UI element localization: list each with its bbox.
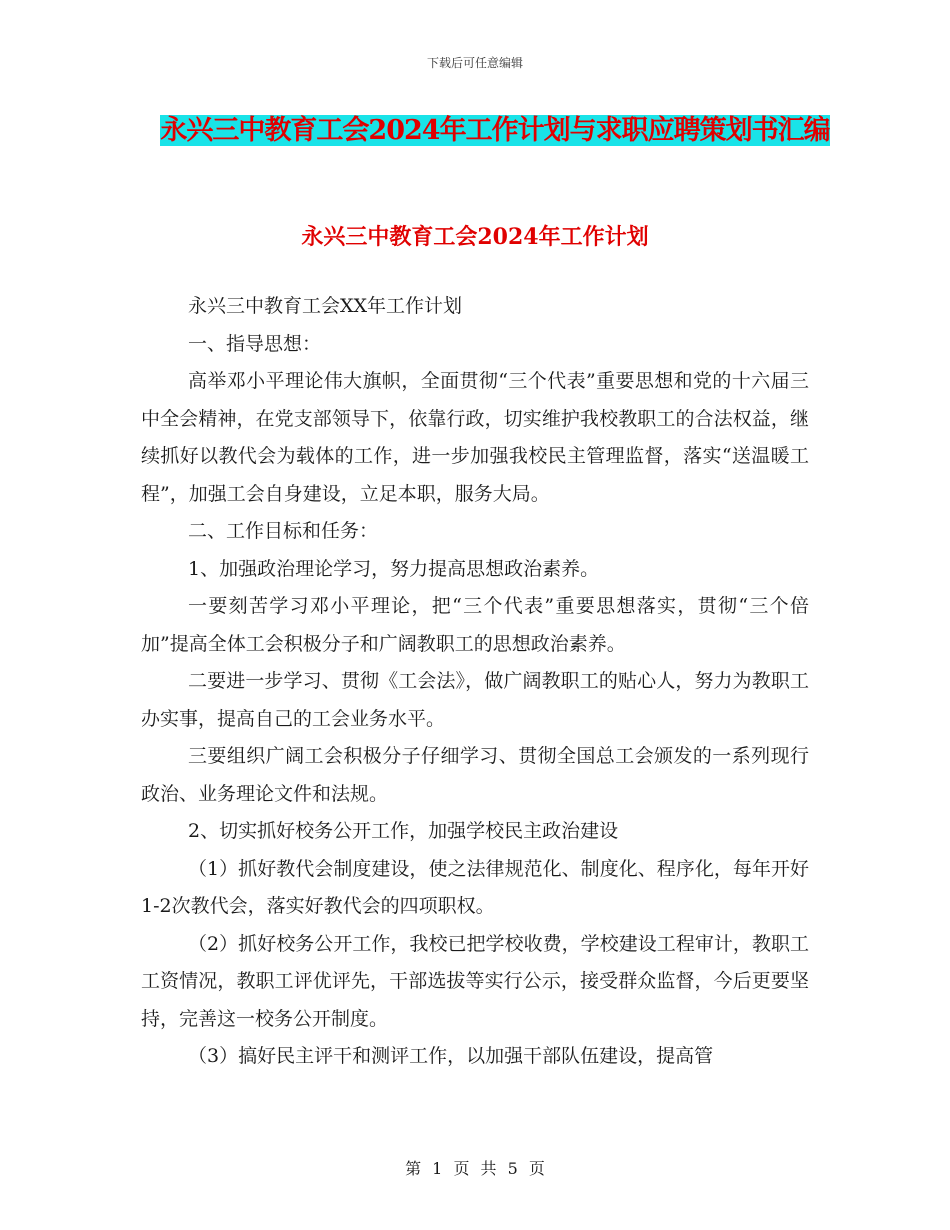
paragraph: （1）抓好教代会制度建设，使之法律规范化、制度化、程序化，每年开好1-2次教代会，落实好教代会的四项职权。 — [141, 857, 809, 917]
page-footer: 第 1 页 共 5 页 — [405, 1159, 545, 1178]
section-title: 永兴三中教育工会2024年工作计划 — [301, 224, 649, 250]
paragraph: 高举邓小平理论伟大旗帜，全面贯彻“三个代表”重要思想和党的十六届三中全会精神，在党支部领导下，依靠行政，切实维护我校教职工的合法权益，继续抓好以教代会为载体的工作，进一步加强我校民主管理监督，落实“送温暖工程”，加强工会自身建设，立足本职，服务大局。 — [141, 370, 809, 505]
document-title-text: 永兴三中教育工会2024年工作计划与求职应聘策划书汇编 — [160, 115, 830, 146]
paragraph: 二要进一步学习、贯彻《工会法》，做广阔教职工的贴心人，努力为教职工办实事，提高自己的工会业务水平。 — [141, 670, 809, 730]
paragraph: （2）抓好校务公开工作，我校已把学校收费，学校建设工程审计，教职工工资情况，教职工评优评先，干部选拔等实行公示，接受群众监督，今后更要坚持，完善这一校务公开制度。 — [141, 932, 809, 1030]
header-note: 下载后可任意编辑 — [426, 56, 523, 70]
paragraph: 一要刻苦学习邓小平理论，把“三个代表”重要思想落实，贯彻“三个倍加”提高全体工会积极分子和广阔教职工的思想政治素养。 — [141, 595, 809, 655]
paragraph: 一、指导思想： — [188, 332, 322, 355]
paragraph: 三要组织广阔工会积极分子仔细学习、贯彻全国总工会颁发的一系列现行政治、业务理论文件和法规。 — [141, 745, 809, 805]
paragraph: 1、加强政治理论学习，努力提高思想政治素养。 — [188, 557, 600, 580]
document-body — [141, 288, 809, 1076]
paragraph: 永兴三中教育工会XX年工作计划 — [188, 295, 463, 317]
paragraph: 2、切实抓好校务公开工作，加强学校民主政治建设 — [188, 820, 619, 842]
document-title — [140, 110, 850, 152]
paragraph: 二、工作目标和任务： — [188, 520, 379, 542]
paragraph: （3）搞好民主评干和测评工作，以加强干部队伍建设，提高管 — [188, 1045, 714, 1067]
